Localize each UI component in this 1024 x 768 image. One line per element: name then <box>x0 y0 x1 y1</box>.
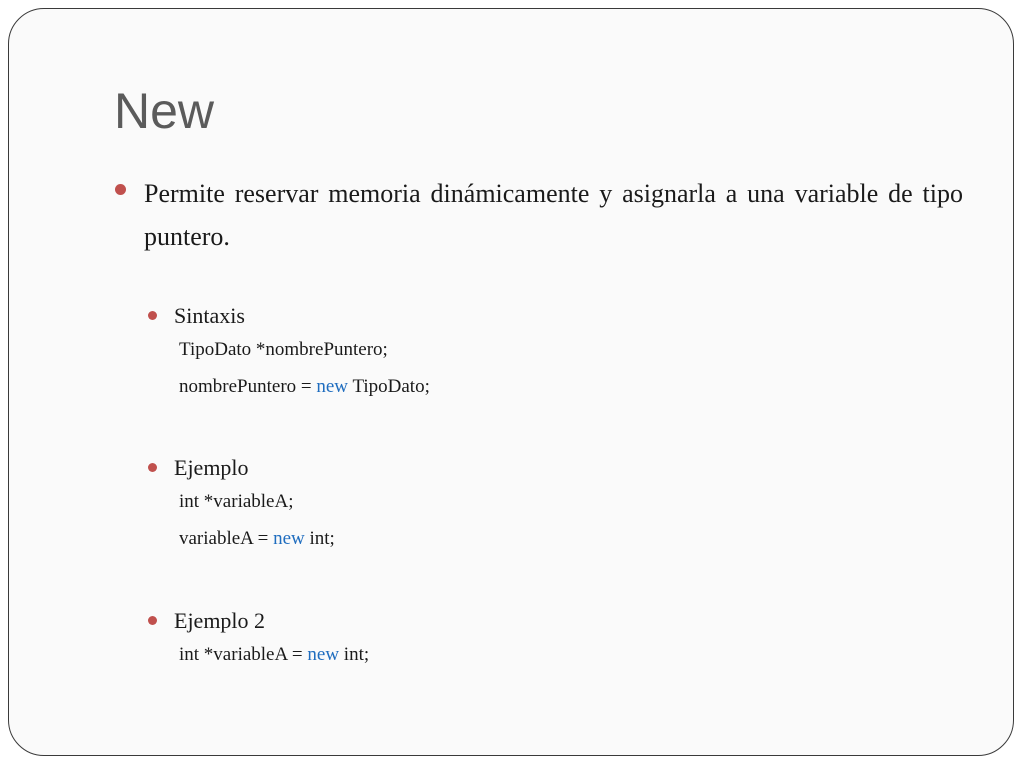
main-bullet <box>115 172 963 258</box>
slide-title: New <box>114 83 215 139</box>
code-line <box>179 520 335 557</box>
section-ejemplo-2 <box>148 606 369 673</box>
code-text: int; <box>339 644 370 665</box>
code-line <box>179 483 335 520</box>
code-text: int *variableA = <box>179 644 308 665</box>
section-sintaxis <box>148 301 430 405</box>
bullet-dot-icon <box>148 463 157 472</box>
section-label: Ejemplo <box>174 455 249 480</box>
code-text: int; <box>304 528 335 549</box>
code-line <box>179 368 430 405</box>
bullet-dot-icon <box>148 311 157 320</box>
bullet-dot-icon <box>148 616 157 625</box>
keyword-new: new <box>316 376 349 397</box>
code-text: nombrePuntero = <box>179 376 317 397</box>
section-label: Sintaxis <box>174 303 245 328</box>
code-line <box>179 636 369 673</box>
main-bullet-text: Permite reservar memoria dinámicamente y asignarla a una variable de tipo puntero. <box>144 179 963 251</box>
code-text: TipoDato *nombrePuntero; <box>179 339 388 360</box>
section-ejemplo <box>148 453 335 557</box>
code-text: TipoDato; <box>348 376 430 397</box>
code-line <box>179 331 430 368</box>
code-text: int *variableA; <box>179 491 294 512</box>
bullet-dot-icon <box>115 184 126 195</box>
keyword-new: new <box>273 528 305 549</box>
code-text: variableA = <box>179 528 274 549</box>
keyword-new: new <box>307 644 340 665</box>
section-label: Ejemplo 2 <box>174 608 266 633</box>
